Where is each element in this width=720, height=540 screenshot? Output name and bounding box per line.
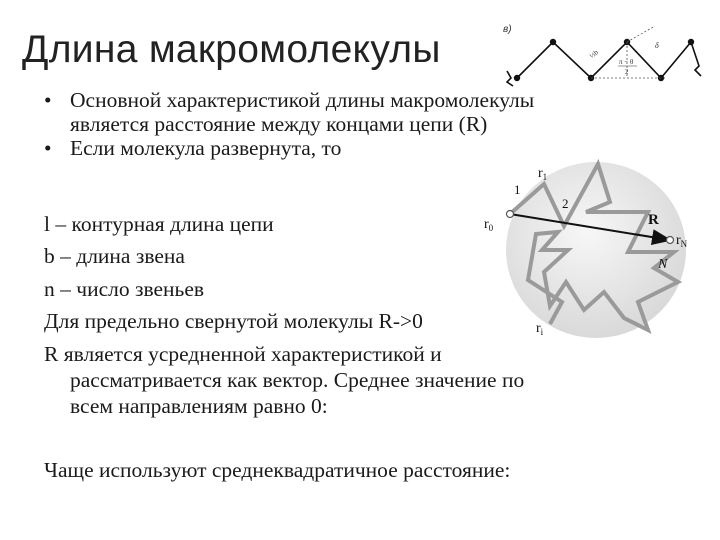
angle-formula-bottom: 2 (625, 68, 629, 76)
segment-label-1: 1 (514, 182, 521, 197)
label-r1: $r_1$ (538, 166, 548, 182)
chain-start-point (507, 211, 514, 218)
segment-label-n: N (658, 257, 668, 272)
label-rn: $r_N$ (676, 233, 688, 249)
vector-label: R (648, 212, 659, 228)
segment-label-2: 2 (562, 196, 569, 211)
zigzag-chain-figure (495, 18, 710, 88)
bullet-text-line: является расстояние между концами цепи (R) (70, 112, 488, 136)
angle-label: δ (655, 41, 659, 50)
angle-formula-top: π − θ (619, 58, 634, 66)
definition-line: Для предельно свернутой молекулы R->0 (44, 309, 423, 333)
chain-end-point (667, 237, 674, 244)
label-r0: $r_0$ (484, 217, 494, 233)
bullet-symbol: • (44, 136, 52, 160)
r-note-line: всем направлениям равно 0: (70, 394, 328, 418)
panel-label: в) (503, 24, 512, 35)
zigzag-atoms (514, 39, 694, 81)
bullet-symbol: • (44, 88, 52, 112)
zigzag-chain-bonds (507, 42, 701, 86)
r-note-line: рассматривается как вектор. Среднее значение по (70, 368, 525, 392)
bullet-item (44, 88, 684, 136)
definition-line: l – контурная длина цепи (44, 212, 274, 236)
slide-title: Длина макромолекулы (22, 28, 441, 71)
label-ri: $r_i$ (536, 321, 544, 337)
random-walk-chain-figure (478, 142, 713, 342)
bullet-text-line: Если молекула развернута, то (70, 136, 342, 160)
closing-line: Чаще используют среднеквадратичное расстояние: (44, 458, 511, 482)
definition-line: n – число звеньев (44, 277, 205, 301)
definition-line: b – длина звена (44, 244, 185, 268)
segment-label: ½b (588, 48, 600, 61)
r-note-line: R является усредненной характеристикой и (44, 342, 442, 366)
bullet-text-line: Основной характеристикой длины макромолекулы (70, 88, 535, 112)
